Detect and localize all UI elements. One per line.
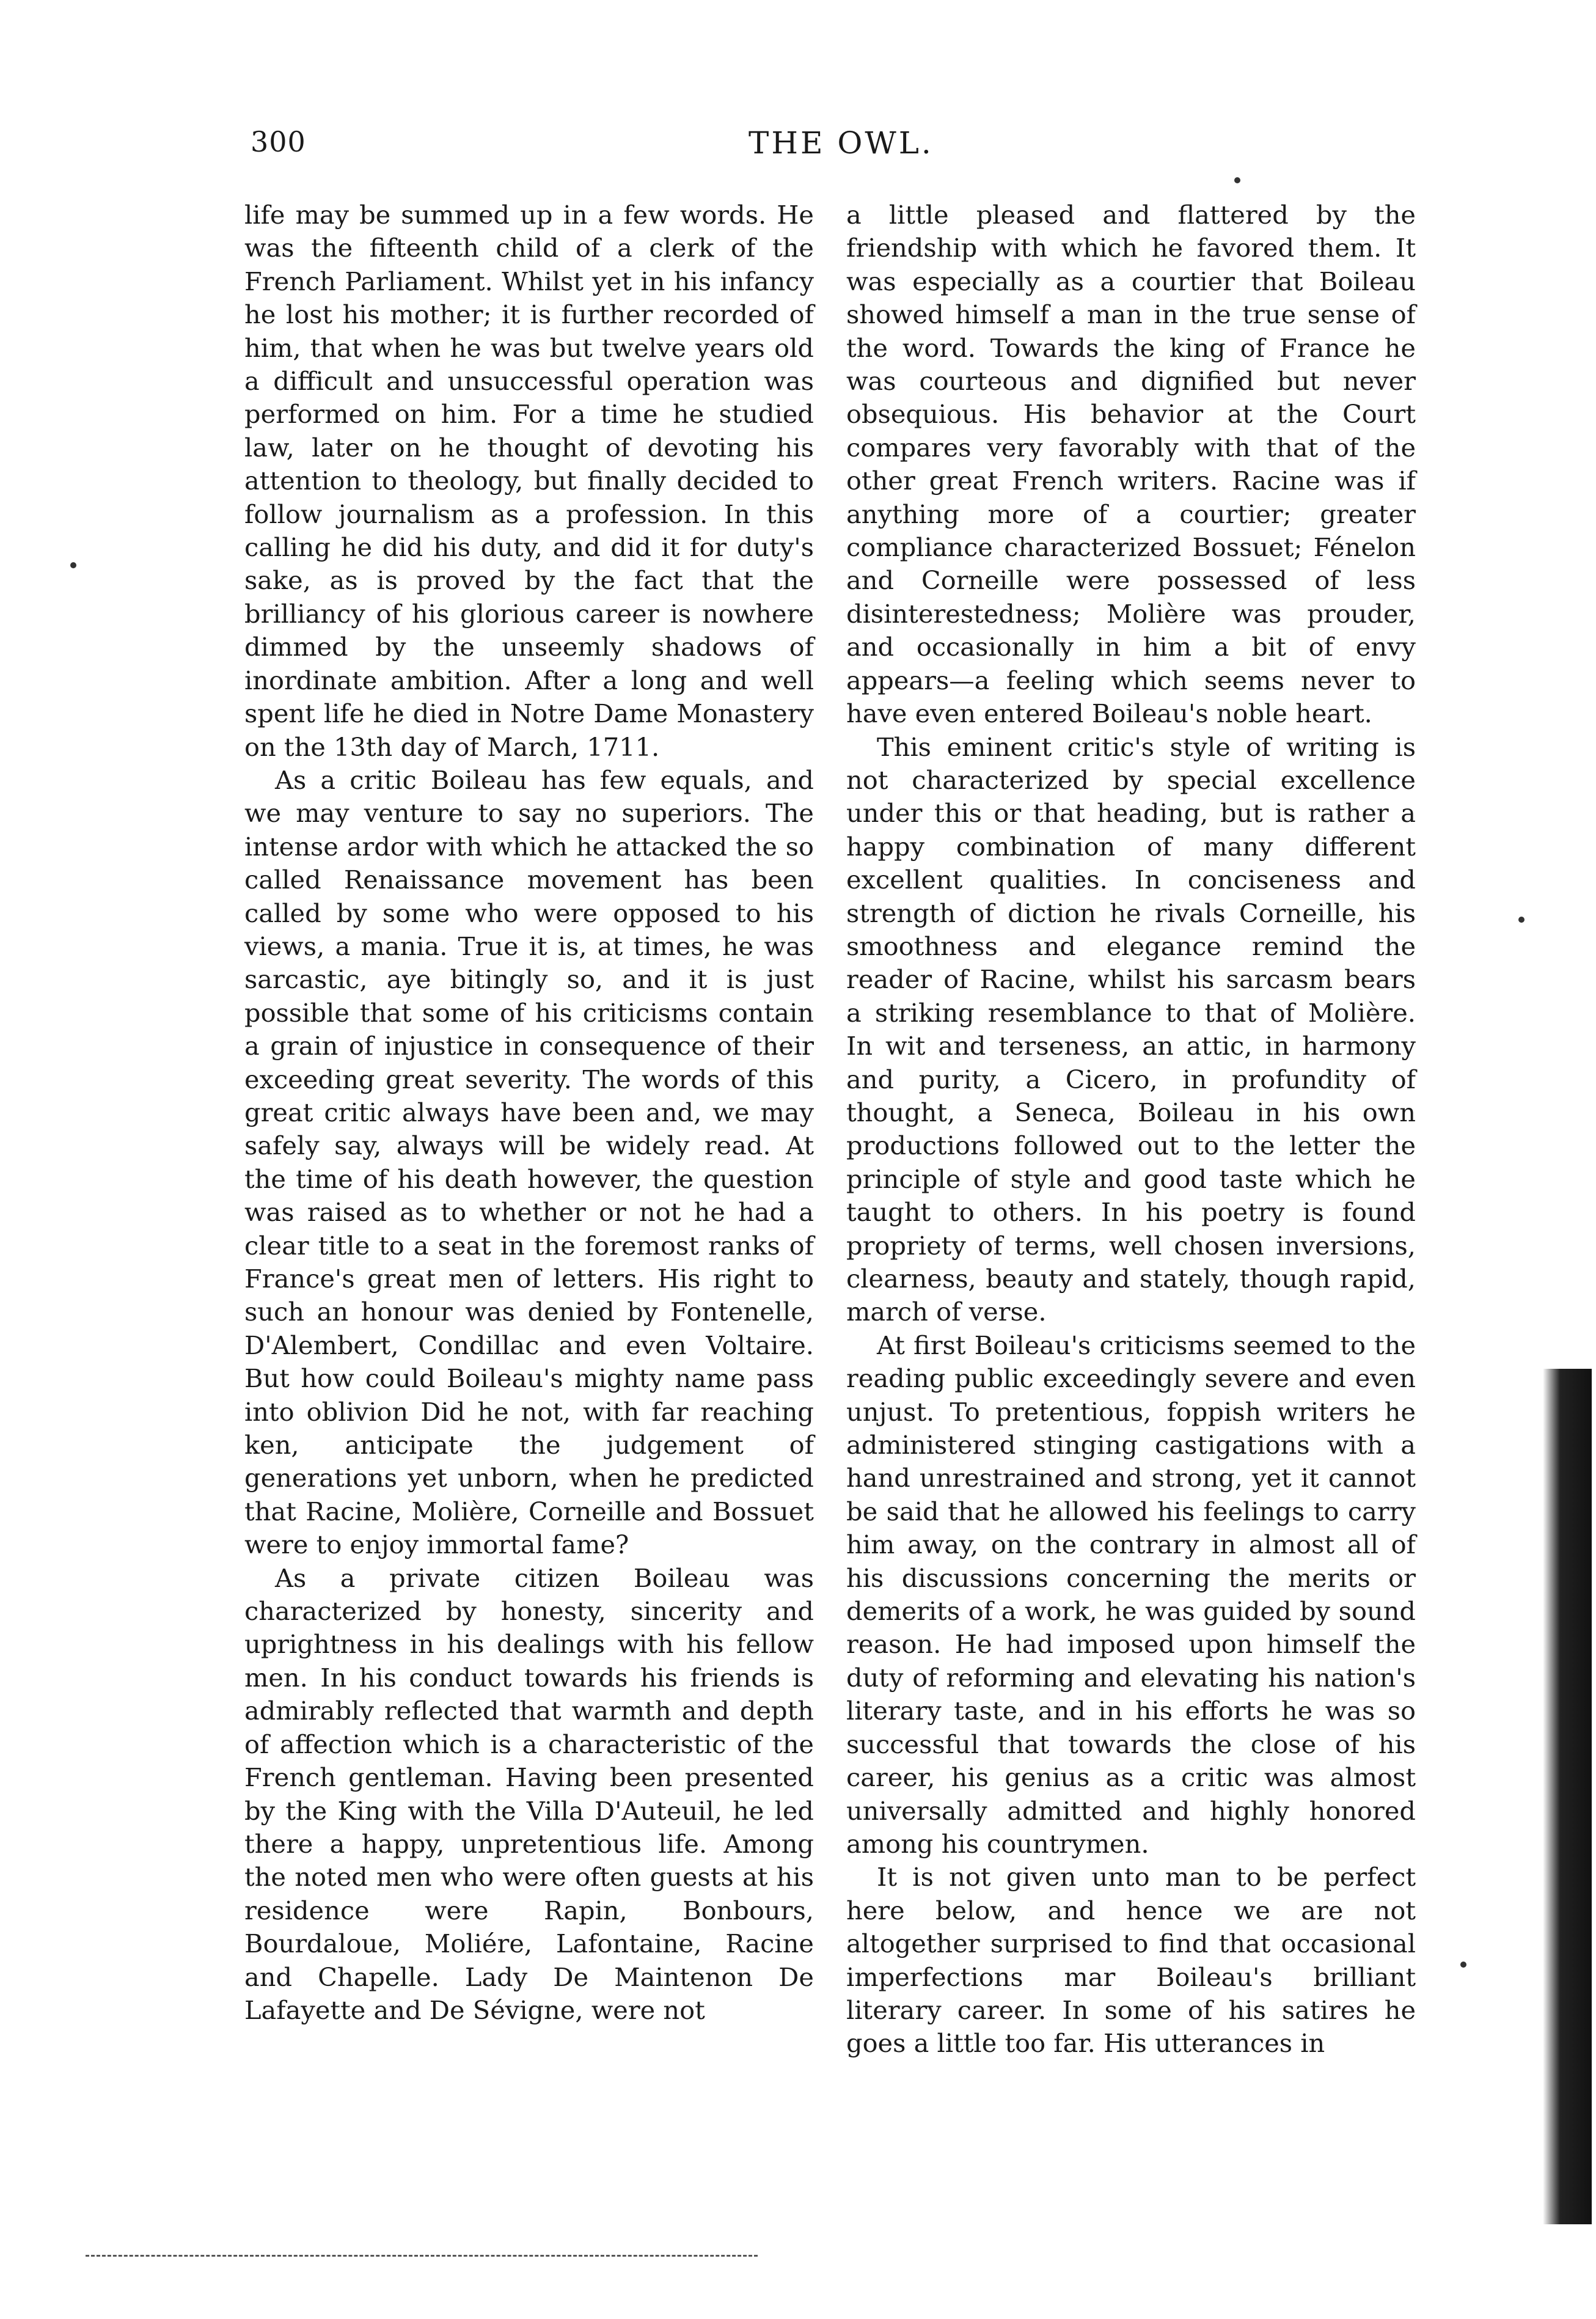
paragraph: life may be summed up in a few words. He was the fifteenth child of a clerk of the French Parliament. Whilst yet in his infancy he lost his mother; it is further recorded of him, that when he was but twelve years old a difficult and unsuccessful operation was performed on him. For a time he studied law, later on he thought of devoting his attention to theology, but finally decided to follow journalism as a profession. In this calling he did his duty, and did it for duty's sake, as is proved by the fact that the brilliancy of his glorious career is nowhere dimmed by the unseemly shadows of inordinate ambition. After a long and well spent life he died in Notre Dame Monastery on the 13th day of March, 1711. xyxy=(244,200,814,762)
paragraph: As a critic Boileau has few equals, and we may venture to say no superiors. The intense ardor with which he attacked the so called Renaissance movement has been called by some who were opposed to his views, a mania. True it is, at times, he was sarcastic, aye bitingly so, and it is just possible that some of his criticisms contain a grain of injustice in consequence of their exceeding great severity. The words of this great critic always have been and, we may safely say, always will be widely read. At the time of his death however, the question was raised as to whether or not he had a clear title to a seat in the foremost ranks of France's great men of letters. His right to such an honour was denied by Fontenelle, D'Alembert, Condillac and even Voltaire. But how could Boileau's mighty name pass into oblivion Did he not, with far reaching ken, anticipate the judgement of generations yet unborn, when he predicted that Racine, Molière, Corneille and Bossuet were to enjoy immortal fame? xyxy=(244,764,814,1560)
scan-bottom-noise xyxy=(86,2255,758,2260)
margin-speck xyxy=(70,562,76,568)
scan-edge-shadow xyxy=(1543,1369,1592,2224)
running-head-title: THE OWL. xyxy=(749,125,934,161)
left-column xyxy=(244,199,814,2027)
paragraph: As a private citizen Boileau was characterized by honesty, sincerity and uprightness in his dealings with his fellow men. In his conduct towards his friends is admirably reflected that warmth and depth of affection which is a characteristic of the French gentleman. Having been presented by the King with the Villa D'Auteuil, he led there a happy, unpretentious life. Among the noted men who were often guests at his residence were Rapin, Bonbours, Bourdaloue, Moliére, Lafontaine, Racine and Chapelle. Lady De Maintenon De Lafayette and De Sévigne, were not xyxy=(244,1562,814,2025)
paragraph: At first Boileau's criticisms seemed to the reading public exceedingly severe and even unjust. To pretentious, foppish writers he administered stinging castigations with a hand unrestrained and strong, yet it cannot be said that he allowed his feelings to carry him away, on the contrary in almost all of his discussions concerning the merits or demerits of a work, he was guided by sound reason. He had imposed upon himself the duty of reforming and elevating his nation's literary taste, and in his efforts he was so successful that towards the close of his career, his genius as a critic was almost universally admitted and highly honored among his countrymen. xyxy=(846,1330,1416,1859)
paragraph: This eminent critic's style of writing is not characterized by special excellence under this or that heading, but is rather a happy combination of many different excellent qualities. In conciseness and strength of diction he rivals Corneille, his smoothness and elegance remind the reader of Racine, whilst his sarcasm bears a striking resemblance to that of Molière. In wit and terseness, an attic, in harmony and purity, a Cicero, in profundity of thought, a Seneca, Boileau in his own productions followed out to the letter the principle of style and good taste which he taught to others. In his poetry is found propriety of terms, well chosen inversions, clearness, beauty and stately, though rapid, march of verse. xyxy=(846,731,1416,1327)
paragraph: a little pleased and flattered by the friendship with which he favored them. It was especially as a courtier that Boileau showed himself a man in the true sense of the word. Towards the king of France he was courteous and dignified but never obsequious. His behavior at the Court compares very favorably with that of the other great French writers. Racine was if anything more of a courtier; greater compliance characterized Bossuet; Fénelon and Corneille were possessed of less disinterestedness; Molière was prouder, and occasionally in him a bit of envy appears—a feeling which seems never to have even entered Boileau's noble heart. xyxy=(846,200,1416,729)
paragraph: It is not given unto man to be perfect here below, and hence we are not altogether surprised to find that occasional imperfections mar Boileau's brilliant literary career. In some of his satires he goes a little too far. His utterances in xyxy=(846,1862,1416,2059)
margin-speck xyxy=(1518,917,1525,923)
margin-speck xyxy=(1234,177,1240,183)
margin-speck xyxy=(1460,1962,1466,1968)
page-number: 300 xyxy=(251,125,306,158)
right-column xyxy=(846,199,1416,2061)
